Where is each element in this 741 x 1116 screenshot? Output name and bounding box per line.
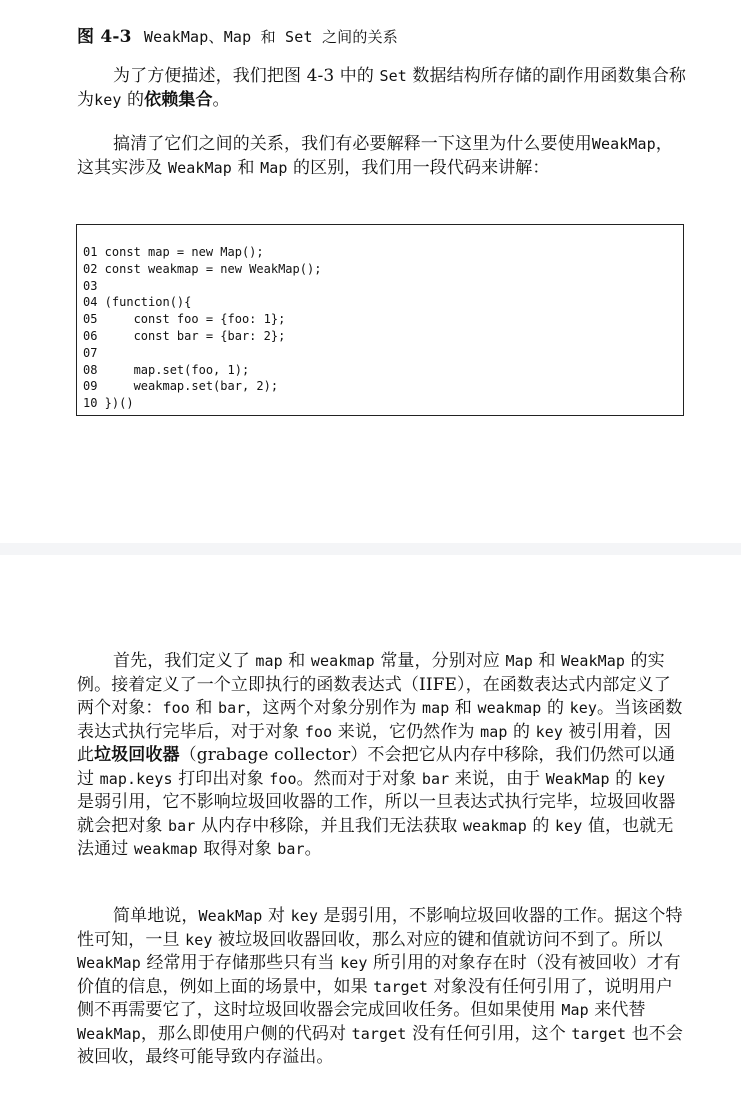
code-line: 10 })() xyxy=(83,396,134,411)
paragraph-summary: 简单地说，WeakMap 对 key 是弱引用，不影响垃圾回收器的工作。据这个特性可知，一旦 key 被垃圾回收器回收，那么对应的键和值就访问不到了。所以 WeakMap 经常用于存储那些只有当 key 所引用的对象存在时（没有被回收）才有价值的信息，例如上面的场景中，如果 target 对象没有任何引用了，说明用户侧不再需要它了，这时垃圾回收器会完成回收任务。但如果使用 Map 来代替 WeakMap，那么即使用户侧的代码对 target 没有任何引用，这个 target 也不会被回收，最终可能导致内存溢出。 xyxy=(77,906,683,1067)
code-block xyxy=(83,244,321,412)
book-page-top xyxy=(0,0,741,543)
figure-title: WeakMap、Map 和 Set 之间的关系 xyxy=(143,28,398,46)
figure-caption xyxy=(77,22,398,47)
page-divider xyxy=(0,543,741,555)
paragraph-why-weakmap: 搞清了它们之间的关系，我们有必要解释一下这里为什么要使用WeakMap，这其实涉及 WeakMap 和 Map 的区别，我们用一段代码来讲解： xyxy=(77,134,673,178)
figure-number: 图 4-3 xyxy=(77,27,132,47)
term-dependency-set: 依赖集合 xyxy=(144,89,213,110)
code-line: 05 const foo = {foo: 1}; xyxy=(83,312,286,327)
code-line: 07 xyxy=(83,345,98,360)
paragraph-dependency-set: 为了方便描述，我们把图 4-3 中的 Set 数据结构所存储的副作用函数集合称为key 的依赖集合。 xyxy=(77,66,687,110)
code-line: 09 weakmap.set(bar, 2); xyxy=(83,379,279,394)
code-line: 08 map.set(foo, 1); xyxy=(83,362,250,377)
code-line: 03 xyxy=(83,278,98,293)
paragraph-explanation: 首先，我们定义了 map 和 weakmap 常量，分别对应 Map 和 WeakMap 的实例。接着定义了一个立即执行的函数表达式（IIFE），在函数表达式内部定义了两个对象：foo 和 bar，这两个对象分别作为 map 和 weakmap 的 key。当该函数表达式执行完毕后，对于对象 foo 来说，它仍然作为 map 的 key 被引用着，因此垃圾回收器（grabage collector）不会把它从内存中移除，我们仍然可以通过 map.keys 打印出对象 foo。然而对于对象 bar 来说，由于 WeakMap 的 key 是弱引用，它不影响垃圾回收器的工作，所以一旦表达式执行完毕，垃圾回收器就会把对象 bar 从内存中移除，并且我们无法获取 weakmap 的 key 值，也就无法通过 weakmap 取得对象 bar。 xyxy=(77,651,683,859)
code-line: 06 const bar = {bar: 2}; xyxy=(83,328,286,343)
code-line: 02 const weakmap = new WeakMap(); xyxy=(83,261,322,276)
code-line: 01 const map = new Map(); xyxy=(83,245,264,259)
book-page-bottom xyxy=(0,555,741,1116)
code-line: 04 (function(){ xyxy=(83,295,192,310)
code-listing xyxy=(76,224,684,416)
term-garbage-collector: 垃圾回收器 xyxy=(94,745,180,765)
